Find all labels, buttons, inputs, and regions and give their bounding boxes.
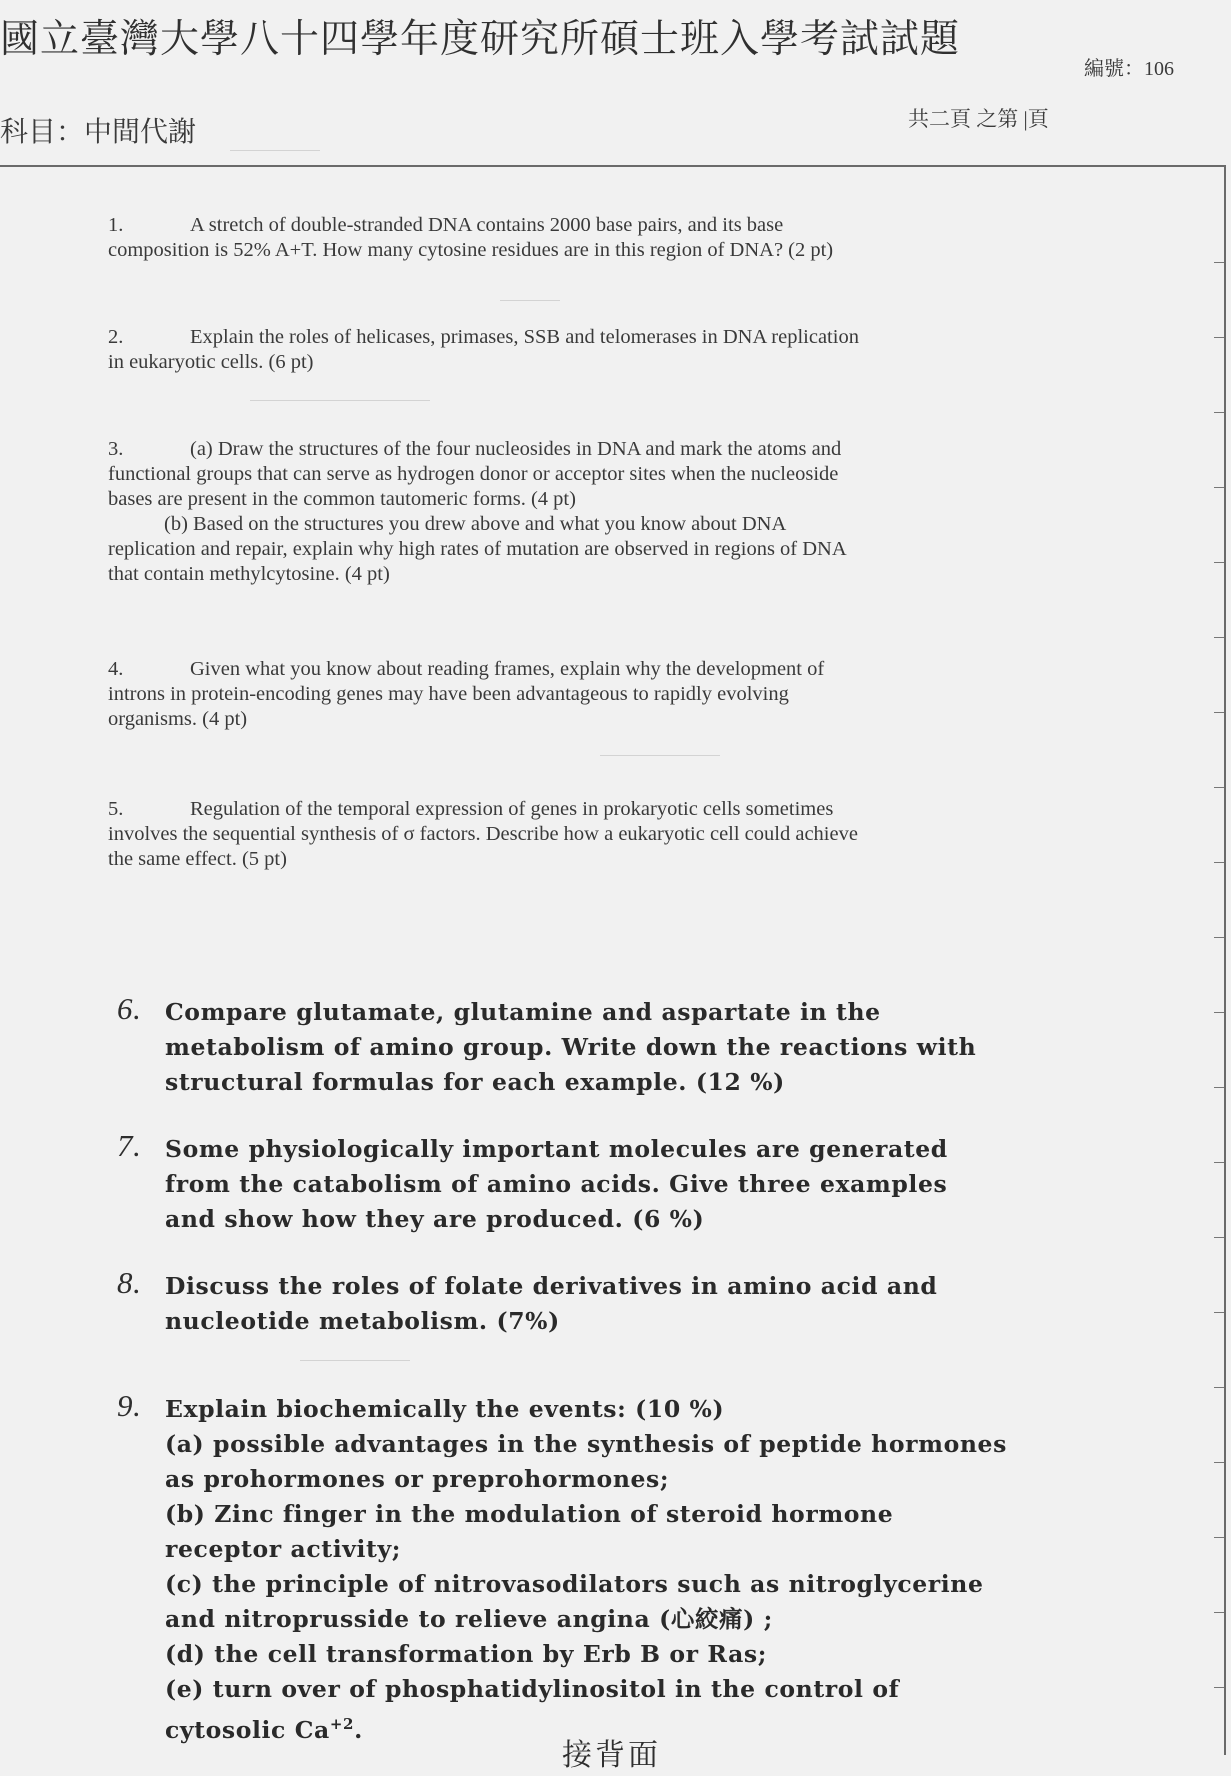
question-subpart-line: as prohormones or preprohormones; [165, 1465, 670, 1493]
question-text-line: nucleotide metabolism. (7%) [165, 1307, 560, 1335]
question-subpart-line: receptor activity; [165, 1535, 402, 1563]
ca-period: . [354, 1715, 363, 1744]
question-subpart-line: (c) the principle of nitrovasodilators such as nitroglycerine [165, 1570, 984, 1598]
question-text-line: A stretch of double-stranded DNA contains 2000 base pairs, and its base [190, 214, 784, 236]
scan-noise [250, 400, 430, 401]
question-text-line: introns in protein-encoding genes may have been advantageous to rapidly evolving [108, 683, 789, 705]
question-subpart-line: that contain methylcytosine. (4 pt) [108, 563, 390, 585]
question-2 [108, 325, 1113, 375]
question-subpart-line: and nitroprusside to relieve angina (心絞痛) ; [165, 1605, 773, 1633]
question-text-line: Discuss the roles of folate derivatives in amino acid and [165, 1272, 938, 1300]
question-number: 5. [108, 798, 124, 820]
scan-noise [230, 150, 320, 151]
question-number: 3. [108, 438, 124, 460]
question-text-line: metabolism of amino group. Write down the reactions with [165, 1033, 977, 1061]
question-text-line: Compare glutamate, glutamine and aspartate in the [165, 998, 881, 1026]
question-text-line: structural formulas for each example. (12 %) [165, 1068, 785, 1096]
exam-code: 編號：106 [1084, 58, 1174, 80]
question-number: 1. [108, 214, 124, 236]
page-count: 共二頁 之第 |頁 [908, 107, 1049, 131]
ca-text: cytosolic Ca [165, 1715, 330, 1744]
question-subpart-line: (b) Zinc finger in the modulation of steroid hormone [165, 1500, 894, 1528]
exam-title: 國立臺灣大學八十四學年度研究所碩士班入學考試試題 [0, 18, 961, 61]
question-subpart-line: (a) possible advantages in the synthesis of peptide hormones [165, 1430, 1007, 1458]
question-6 [117, 991, 1135, 1100]
question-number: 6. [117, 991, 142, 1026]
question-text-line: Given what you know about reading frames, explain why the development of [190, 658, 825, 680]
question-3 [108, 437, 1113, 587]
question-text-line: (a) Draw the structures of the four nucleosides in DNA and mark the atoms and [190, 438, 842, 460]
question-5 [108, 797, 1113, 872]
question-number: 4. [108, 658, 124, 680]
question-number: 7. [117, 1128, 142, 1163]
question-4 [108, 657, 1113, 732]
question-text-line: Explain the roles of helicases, primases, SSB and telomerases in DNA replication [190, 326, 859, 348]
subject-label: 科目：中間代謝 [0, 117, 197, 148]
question-7 [117, 1128, 1135, 1237]
question-number: 8. [117, 1265, 142, 1300]
ca-charge: +2 [329, 1715, 355, 1733]
question-text-line: composition is 52% A+T. How many cytosine residues are in this region of DNA? (2 pt) [108, 239, 834, 261]
question-subpart-line: (e) turn over of phosphatidylinositol in the control of [165, 1675, 900, 1703]
question-text-line: Explain biochemically the events: (10 %) [165, 1395, 725, 1423]
question-text-line: in eukaryotic cells. (6 pt) [108, 351, 314, 373]
question-text-line: the same effect. (5 pt) [108, 848, 287, 870]
scan-noise [300, 1360, 410, 1361]
question-subpart-line: (b) Based on the structures you drew above and what you know about DNA [164, 513, 787, 535]
question-subpart-line: replication and repair, explain why high rates of mutation are observed in regions of DNA [108, 538, 847, 560]
question-number: 9. [117, 1388, 142, 1423]
scan-noise [500, 300, 560, 301]
question-text-line: involves the sequential synthesis of σ factors. Describe how a eukaryotic cell could achieve [108, 823, 858, 845]
see-back-note: 接背面 [562, 1739, 661, 1772]
question-text-line: from the catabolism of amino acids. Give three examples [165, 1170, 948, 1198]
question-text-line: organisms. (4 pt) [108, 708, 248, 730]
question-8 [117, 1265, 1135, 1339]
question-text-line: bases are present in the common tautomeric forms. (4 pt) [108, 488, 576, 510]
question-text-line: Some physiologically important molecules are generated [165, 1135, 948, 1163]
question-1 [108, 213, 1113, 263]
question-9 [117, 1388, 1135, 1748]
question-text-line: Regulation of the temporal expression of genes in prokaryotic cells sometimes [190, 798, 834, 820]
question-number: 2. [108, 326, 124, 348]
question-text-line: functional groups that can serve as hydrogen donor or acceptor sites when the nucleoside [108, 463, 839, 485]
question-subpart-line: (d) the cell transformation by Erb B or Ras; [165, 1640, 768, 1668]
question-text-line: and show how they are produced. (6 %) [165, 1205, 705, 1233]
scan-noise [600, 755, 720, 756]
